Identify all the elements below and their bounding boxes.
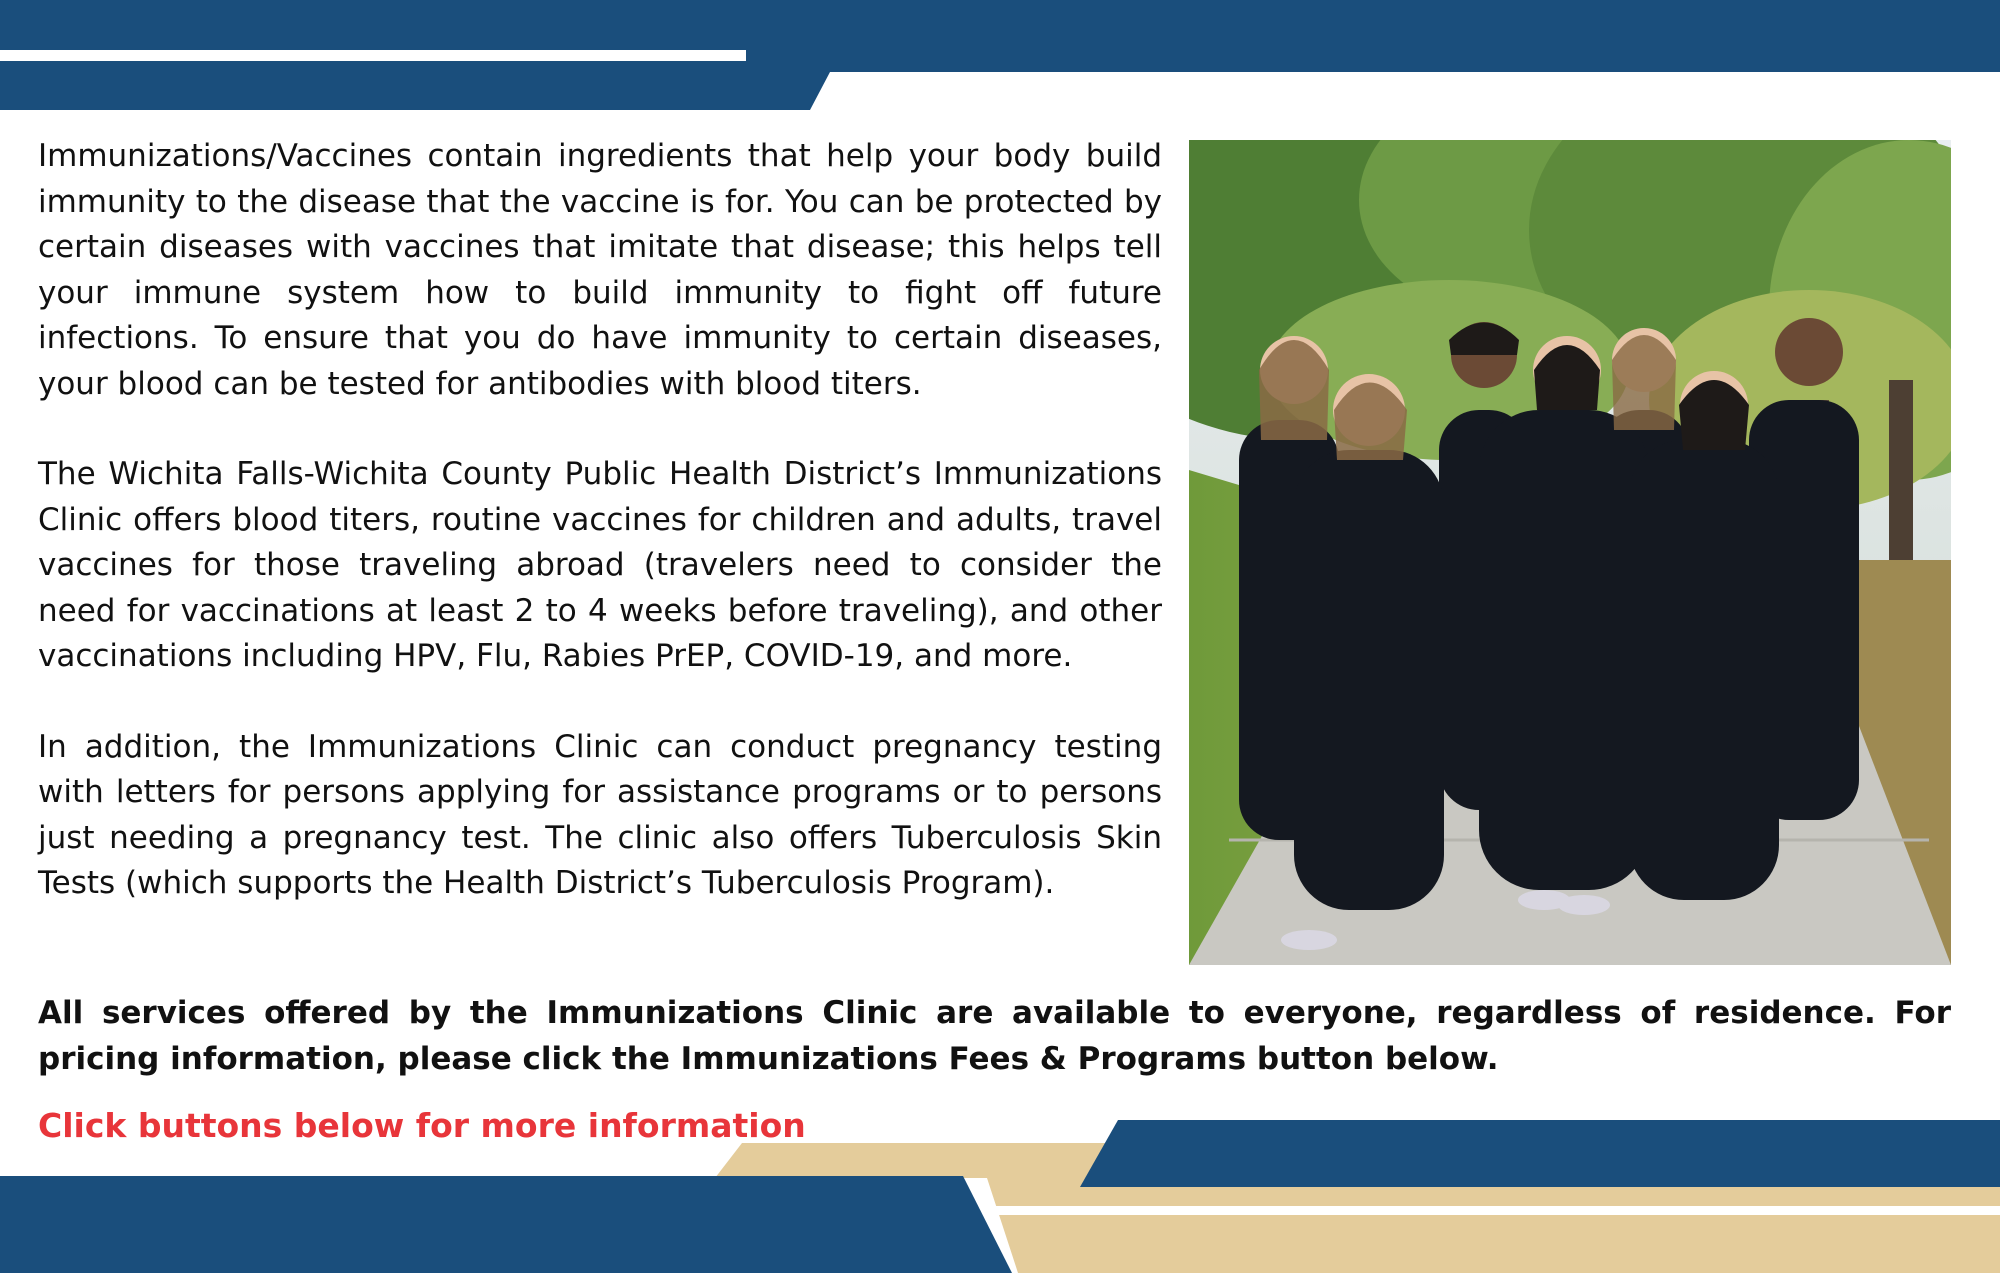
more-information-prompt: Click buttons below for more information (38, 1106, 806, 1145)
intro-text (38, 134, 1162, 952)
top-white-stripe (0, 50, 746, 61)
intro-paragraph-2: The Wichita Falls-Wichita County Public Health District’s Immunizations Clinic offers blood titers, routine vaccines for children and adults, travel vaccines for those traveling abroad (travelers need to consider the need for vaccinations at least 2 to 4 weeks before traveling), and other vaccinations including HPV, Flu, Rabies PrEP, COVID-19, and more. (38, 456, 1162, 674)
staff-photo (1189, 140, 1951, 965)
intro-paragraph-1: Immunizations/Vaccines contain ingredients that help your body build immunity to the disease that the vaccine is for. You can be protected by certain diseases with vaccines that imitate that disease; this helps tell your immune system how to build immunity to fight off future infections. To ensure that you do have immunity to certain diseases, your blood can be tested for antibodies with blood titers. (38, 138, 1162, 402)
bottom-right-navy-banner (1080, 1120, 2000, 1187)
bottom-left-navy-banner (0, 1176, 1012, 1273)
bottom-white-stripe (985, 1206, 2000, 1215)
intro-paragraph-3: In addition, the Immunizations Clinic can conduct pregnancy testing with letters for persons applying for assistance programs or to persons just needing a pregnancy test. The clinic also offers Tuberculosis Skin Tests (which supports the Health District’s Tuberculosis Program). (38, 728, 1162, 901)
services-availability-notice: All services offered by the Immunizations Clinic are available to everyone, regardless of residence. For pricing information, please click the Immunizations Fees & Programs button below. (38, 995, 1951, 1077)
